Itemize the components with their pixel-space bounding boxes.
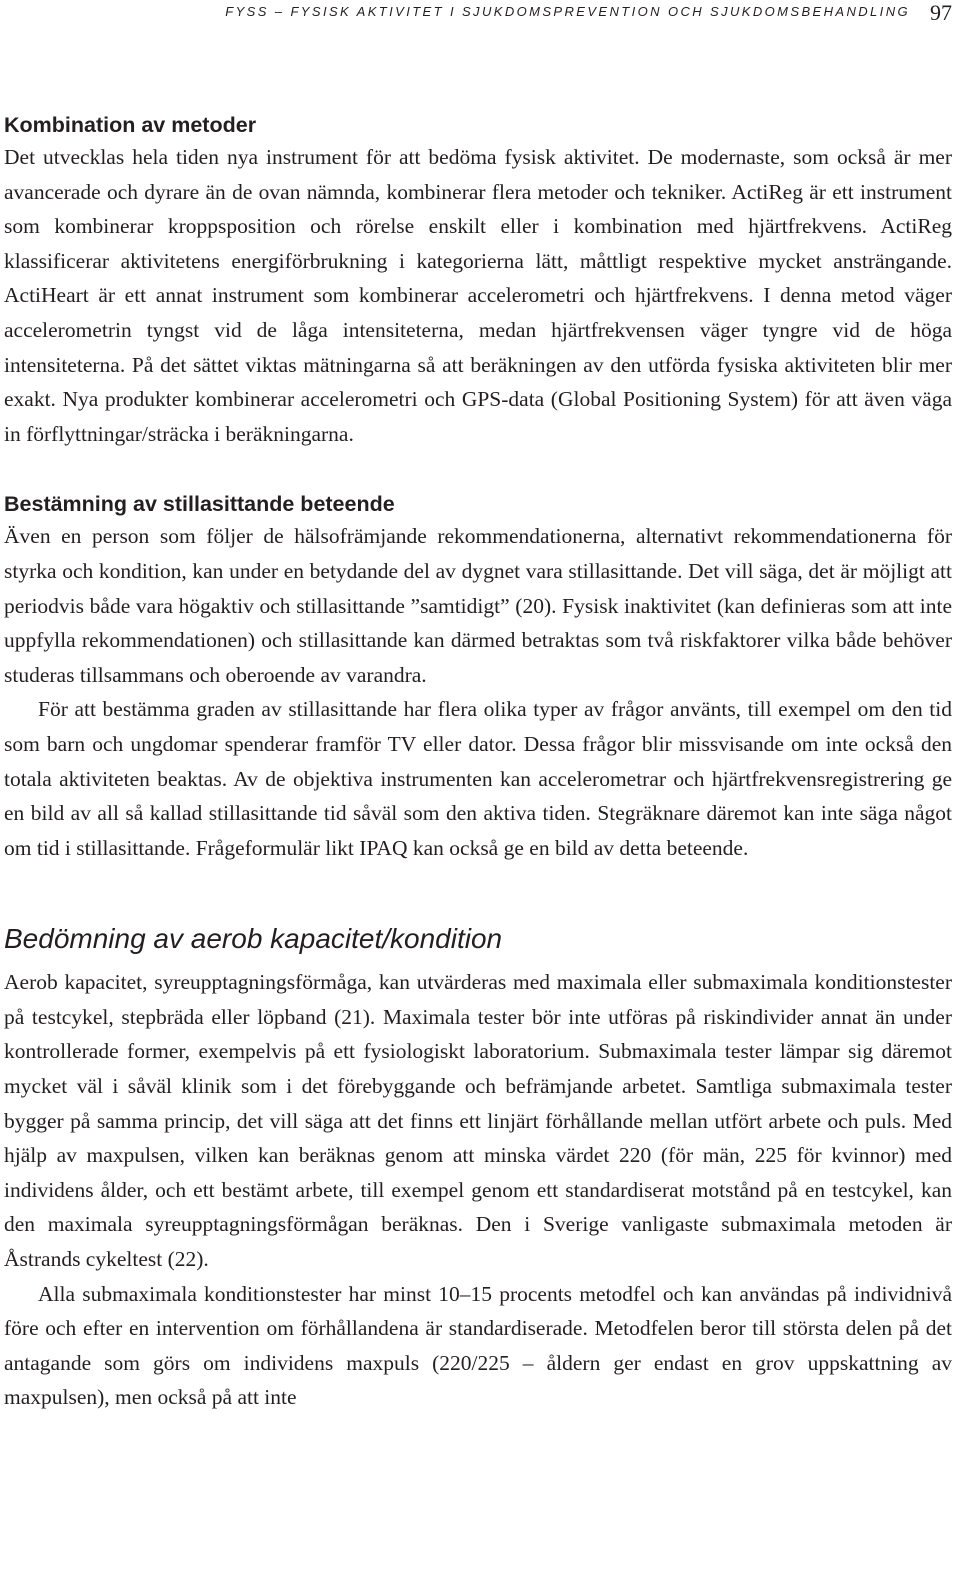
page-number: 97	[930, 0, 952, 25]
section-aerob	[4, 921, 952, 1415]
running-title: FYSS – FYSISK AKTIVITET I SJUKDOMSPREVENTION OCH SJUKDOMSBEHANDLING	[225, 4, 910, 19]
page-content	[4, 110, 952, 1415]
spacer	[4, 957, 952, 965]
paragraph-aerob-1: Aerob kapacitet, syreupptagningsförmåga, kan utvärderas med maximala eller submaximala konditionstester på testcykel, stepbräda eller löpband (21). Maximala tester bör inte utföras på riskindivider annat än under kontrollerade former, exempelvis på ett fysiologiskt laboratorium. Submaximala tester lämpar sig däremot mycket väl i såväl klinik som i det förebyggande och befrämjande arbetet. Samtliga submaximala tester bygger på samma princip, det vill säga att det finns ett linjärt förhållande mellan utfört arbete och puls. Med hjälp av maxpulsen, vilken kan beräknas genom att minska värdet 220 (för män, 225 för kvinnor) med individens ålder, och ett bestämt arbete, till exempel genom ett standardiserat motstånd på en testcykel, kan den maximala syreupptagningsförmågan beräknas. Den i Sverige vanligaste submaximala metoden är Åstrands cykeltest (22).	[4, 970, 952, 1272]
section-heading-stillasittande: Bestämning av stillasittande beteende	[4, 492, 395, 517]
paragraph-stillasittande-1: Även en person som följer de hälsofrämjande rekommendationerna, alternativt rekommendationerna för styrka och kondition, kan under en betydande del av dygnet vara stillasittande. Det vill säga, det är möjligt att periodvis både vara högaktiv och stillasittande ”samtidigt” (20). Fysisk inaktivitet (kan definieras som att inte uppfylla rekommendationen) och stillasittande kan därmed betraktas som två riskfaktorer vilka både behöver studeras tillsammans och oberoende av varandra.	[4, 524, 952, 687]
paragraph-stillasittande-2: För att bestämma graden av stillasittande har flera olika typer av frågor använts, till exempel om den tid som barn och ungdomar spenderar framför TV eller dator. Dessa frågor blir missvisande om inte också den totala aktiviteten beaktas. Av de objektiva instrumenten kan accelerometrar och hjärtfrekvensregistrering ge en bild av all så kallad stillasittande tid såväl som den aktiva tiden. Stegräknare däremot kan inte säga något om tid i stillasittande. Frågeformulär likt IPAQ kan också ge en bild av detta beteende.	[4, 697, 952, 860]
paragraph-kombination: Det utvecklas hela tiden nya instrument för att bedöma fysisk aktivitet. De modernaste, som också är mer avancerade och dyrare än de ovan nämnda, kombinerar flera metoder och tekniker. ActiReg är ett instrument som kombinerar kroppsposition och rörelse enskilt eller i kombination med hjärtfrekvens. ActiReg klassificerar aktivitetens energiförbrukning i kategorierna lätt, måttligt respektive mycket ansträngande. ActiHeart är ett annat instrument som kombinerar accelerometri och hjärtfrekvens. I denna metod väger accelerometrin tyngst vid de låga intensiteterna, medan hjärtfrekvensen väger tyngre vid de höga intensiteterna. På det sättet viktas mätningarna så att beräkningen av den utförda fysiska aktiviteten blir mer exakt. Nya produkter kombinerar accelerometri och GPS-data (Global Positioning System) för att även väga in förflyttningar/sträcka i beräkningarna.	[4, 145, 952, 446]
running-header	[0, 0, 960, 28]
spacer	[4, 865, 952, 921]
section-heading-kombination: Kombination av metoder	[4, 113, 257, 137]
section-heading-aerob: Bedömning av aerob kapacitet/kondition	[4, 923, 503, 955]
section-kombination	[4, 110, 952, 451]
spacer	[4, 451, 952, 489]
paragraph-aerob-2: Alla submaximala konditionstester har minst 10–15 procents metodfel och kan användas på individnivå före och efter en intervention om förhållandena är standardiserade. Metodfelen beror till största delen på det antagande som görs om individens maxpuls (220/225 – åldern ger endast en grov uppskattning av maxpulsen), men också på att inte	[4, 1281, 952, 1410]
section-stillasittande	[4, 489, 952, 865]
